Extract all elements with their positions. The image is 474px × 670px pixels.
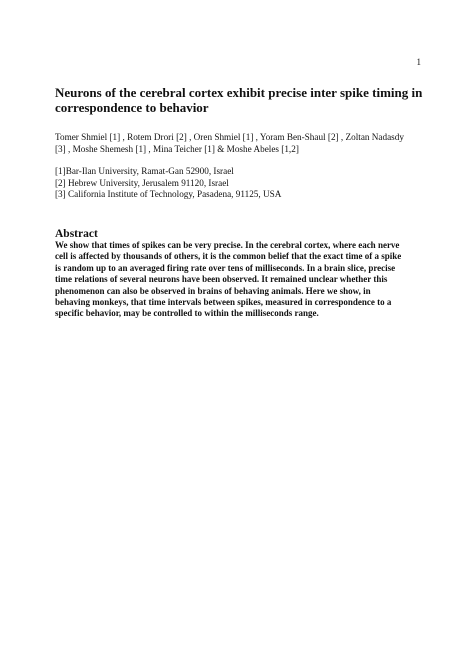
author-line: Tomer Shmiel [1] , Rotem Drori [2] , Oren Shmiel [1] , Yoram Ben-Shaul [2] , Zoltan Nadasdy xyxy=(55,132,404,142)
abstract-line: is random up to an averaged firing rate over tens of milliseconds. In a brain slice, precise xyxy=(55,262,396,273)
abstract-line: cell is affected by thousands of others, it is the common belief that the exact time of a spike xyxy=(55,251,402,262)
abstract-line: specific behavior, may be controlled to within the milliseconds range. xyxy=(55,308,319,319)
abstract-line: We show that times of spikes can be very precise. In the cerebral cortex, where each nerve xyxy=(55,240,400,250)
abstract-line: phenomenon can also be observed in brains of behaving animals. Here we show, in xyxy=(55,285,371,296)
abstract-heading: Abstract xyxy=(55,228,98,240)
page-number: 1 xyxy=(416,57,421,67)
paper-title: Neurons of the cerebral cortex exhibit precise inter spike timing in correspondence to behavior xyxy=(55,85,423,115)
abstract-body xyxy=(55,240,427,320)
affiliation-item: [3] California Institute of Technology, Pasadena, 91125, USA xyxy=(55,189,282,199)
affiliation-list xyxy=(55,166,415,201)
abstract-line: behaving monkeys, that time intervals between spikes, measured in correspondence to a xyxy=(55,297,392,308)
affiliation-item: [1]Bar-Ilan University, Ramat-Gan 52900, Israel xyxy=(55,166,234,176)
affiliation-item: [2] Hebrew University, Jerusalem 91120, Israel xyxy=(55,177,229,188)
author-list xyxy=(55,131,430,155)
author-line: [3] , Moshe Shemesh [1] , Mina Teicher [1] & Moshe Abeles [1,2] xyxy=(55,144,299,154)
abstract-line: time relations of several neurons have been observed. It remained unclear whether this xyxy=(55,274,388,285)
